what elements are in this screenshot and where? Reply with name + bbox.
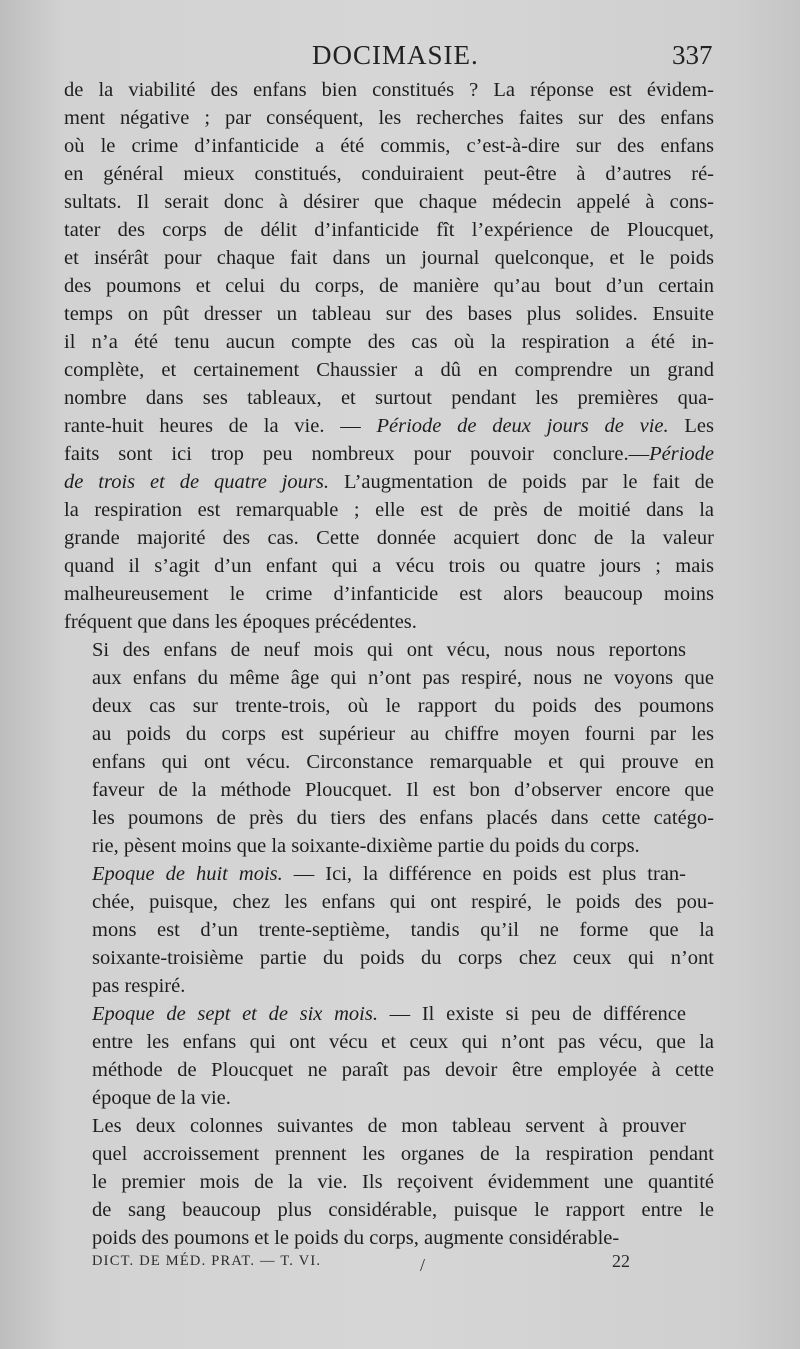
text-run: époque de la vie. — [92, 1087, 231, 1109]
text-run: de sang beaucoup plus considérable, puisque le rapport entre le — [92, 1199, 714, 1221]
text-line — [64, 972, 714, 1000]
text-run: sultats. Il serait donc à désirer que chaque médecin appelé à cons- — [64, 191, 714, 213]
text-run: mons est d’un trente-septième, tandis qu’il ne forme que la — [92, 919, 714, 941]
text-run: chée, puisque, chez les enfans qui ont respiré, le poids des pou- — [92, 891, 714, 913]
text-run: le premier mois de la vie. Ils reçoivent évidemment une quantité — [92, 1171, 714, 1193]
text-run: il n’a été tenu aucun compte des cas où la respiration a été in- — [64, 331, 714, 353]
text-line — [64, 580, 714, 608]
text-line — [64, 496, 714, 524]
text-line — [64, 748, 714, 776]
text-run: rie, pèsent moins que la soixante-dixième partie du poids du corps. — [92, 835, 640, 857]
text-line — [64, 132, 714, 160]
paragraph — [64, 1112, 714, 1252]
text-run: pas respiré. — [92, 975, 186, 997]
text-line — [64, 300, 714, 328]
text-line — [64, 1168, 714, 1196]
text-line — [64, 776, 714, 804]
text-line — [64, 1000, 714, 1028]
text-run: L’augmentation de poids par le fait de — [329, 471, 714, 493]
text-run: au poids du corps est supérieur au chiffre moyen fourni par les — [92, 723, 714, 745]
text-run: rante-huit heures de la vie. — — [64, 415, 377, 437]
text-line — [64, 104, 714, 132]
text-run: quand il s’agit d’un enfant qui a vécu trois ou quatre jours ; mais — [64, 555, 714, 577]
italic-run: de trois et de quatre jours. — [64, 471, 330, 493]
text-line — [64, 1140, 714, 1168]
italic-run: Période — [649, 443, 714, 465]
text-line — [64, 860, 714, 888]
text-run: méthode de Ploucquet ne paraît pas devoir être employée à cette — [92, 1059, 714, 1081]
text-line — [64, 468, 714, 496]
text-line — [64, 328, 714, 356]
text-run: les poumons de près du tiers des enfans placés dans cette catégo- — [92, 807, 714, 829]
text-run: fréquent que dans les époques précédentes. — [64, 611, 417, 633]
text-run: quel accroissement prennent les organes de la respiration pendant — [92, 1143, 714, 1165]
text-line — [64, 1084, 714, 1112]
running-head — [0, 40, 800, 80]
running-title: DOCIMASIE. — [312, 40, 479, 70]
paragraph — [64, 1000, 714, 1112]
text-run: faveur de la méthode Ploucquet. Il est bon d’observer encore que — [92, 779, 714, 801]
italic-run: Période de deux jours de vie. — [376, 415, 669, 437]
paragraph — [64, 76, 714, 636]
text-line — [64, 160, 714, 188]
text-line — [64, 1224, 714, 1252]
text-run: des poumons et celui du corps, de manière qu’au bout d’un certain — [64, 275, 714, 297]
paragraph — [64, 636, 714, 860]
text-line — [64, 1196, 714, 1224]
text-run: nombre dans ses tableaux, et surtout pendant les premières qua- — [64, 387, 714, 409]
text-line — [64, 440, 714, 468]
text-run: poids des poumons et le poids du corps, augmente considérable- — [92, 1227, 620, 1249]
text-run: deux cas sur trente-trois, où le rapport du poids des poumons — [92, 695, 714, 717]
footer-mark: / — [420, 1255, 426, 1275]
body-text — [64, 76, 714, 1252]
page-footer — [0, 1253, 800, 1283]
text-run: tater des corps de délit d’infanticide fît l’expérience de Ploucquet, — [64, 219, 714, 241]
text-run: en général mieux constitués, conduiraient peut-être à d’autres ré- — [64, 163, 714, 185]
text-line — [64, 384, 714, 412]
text-run: et insérât pour chaque fait dans un journal quelconque, et le poids — [64, 247, 714, 269]
text-line — [64, 944, 714, 972]
text-line — [64, 916, 714, 944]
text-run: où le crime d’infanticide a été commis, c’est-à-dire sur des enfans — [64, 135, 714, 157]
text-line — [64, 188, 714, 216]
italic-run: Epoque de sept et de six mois. — [92, 1003, 378, 1025]
text-run: soixante-troisième partie du poids du corps chez ceux qui n’ont — [92, 947, 714, 969]
text-line — [64, 888, 714, 916]
text-run: grande majorité des cas. Cette donnée acquiert donc de la valeur — [64, 527, 714, 549]
text-line — [64, 1056, 714, 1084]
text-run: Les — [668, 415, 714, 437]
italic-run: Epoque de huit mois. — [92, 863, 283, 885]
text-line — [64, 216, 714, 244]
text-line — [64, 272, 714, 300]
text-run: Les deux colonnes suivantes de mon tableau servent à prouver — [92, 1115, 686, 1137]
text-run: — Ici, la différence en poids est plus tran- — [282, 863, 686, 885]
text-run: la respiration est remarquable ; elle est de près de moitié dans la — [64, 499, 714, 521]
text-run: enfans qui ont vécu. Circonstance remarquable et qui prouve en — [92, 751, 714, 773]
text-run: ment négative ; par conséquent, les recherches faites sur des enfans — [64, 107, 714, 129]
text-run: malheureusement le crime d’infanticide est alors beaucoup moins — [64, 583, 714, 605]
page-number: 337 — [672, 40, 713, 70]
text-line — [64, 1028, 714, 1056]
text-run: complète, et certainement Chaussier a dû en comprendre un grand — [64, 359, 714, 381]
text-line — [64, 412, 714, 440]
text-line — [64, 832, 714, 860]
text-line — [64, 636, 714, 664]
text-run: Si des enfans de neuf mois qui ont vécu, nous nous reportons — [92, 639, 686, 661]
text-run: entre les enfans qui ont vécu et ceux qui n’ont pas vécu, que la — [92, 1031, 714, 1053]
text-line — [64, 552, 714, 580]
text-line — [64, 804, 714, 832]
text-line — [64, 524, 714, 552]
text-line — [64, 76, 714, 104]
signature-number: 22 — [612, 1251, 630, 1271]
text-line — [64, 692, 714, 720]
paragraph — [64, 860, 714, 1000]
text-line — [64, 244, 714, 272]
text-run: faits sont ici trop peu nombreux pour pouvoir conclure.— — [64, 443, 650, 465]
text-line — [64, 608, 714, 636]
text-run: temps on pût dresser un tableau sur des bases plus solides. Ensuite — [64, 303, 714, 325]
text-line — [64, 1112, 714, 1140]
signature-line: DICT. DE MÉD. PRAT. — T. VI. — [92, 1253, 322, 1269]
text-line — [64, 720, 714, 748]
text-line — [64, 356, 714, 384]
text-run: aux enfans du même âge qui n’ont pas respiré, nous ne voyons que — [92, 667, 714, 689]
text-run: de la viabilité des enfans bien constitués ? La réponse est évidem- — [64, 79, 714, 101]
text-line — [64, 664, 714, 692]
text-run: — Il existe si peu de différence — [377, 1003, 686, 1025]
